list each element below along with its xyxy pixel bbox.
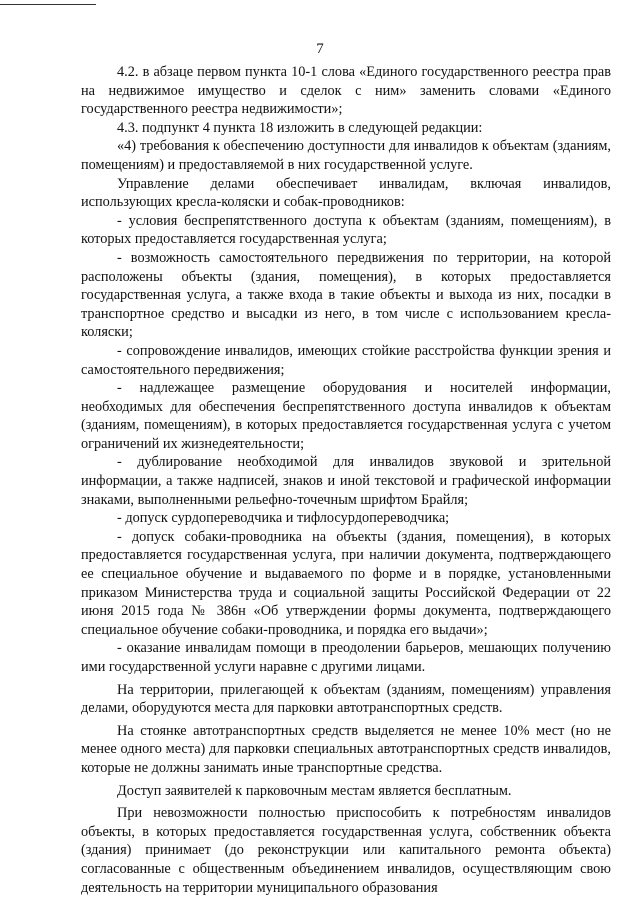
page-number: 7 xyxy=(316,41,324,57)
list-item-information-duplication: - дублирование необходимой для инвалидов звуковой и зрительной информации, а также надписей, знаков и иной текстовой и графической информации знаками, выполненными рельефно-точечным шрифтом Брайля; xyxy=(81,454,611,508)
document-body xyxy=(81,63,611,897)
list-item-equipment-placement: - надлежащее размещение оборудования и носителей информации, необходимых для обеспечения беспрепятственного доступа инвалидов к объектам (зданиям, помещениям), в которых предоставляется государственная услуга с учетом ограничений их жизнедеятельности; xyxy=(81,380,611,452)
list-item-barrier-assistance: - оказание инвалидам помощи в преодолении барьеров, мешающих получению ими государственной услуги наравне с другими лицами. xyxy=(81,640,611,675)
paragraph-amendment-4-3: 4.3. подпункт 4 пункта 18 изложить в следующей редакции: xyxy=(117,119,483,136)
paragraph-adaptation-impossible: При невозможности полностью приспособить к потребностям инвалидов объекты, в которых предоставляется государственная услуга, собственник объекта (здания) принимает (до реконструкции или капитального ремонта объекта) согласованные с общественным объединением инвалидов, осуществляющим свою деятельность на территории муниципального образования xyxy=(81,805,611,896)
paragraph-parking-allocation: На стоянке автотранспортных средств выделяется не менее 10% мест (но не менее одного места) для парковки специальных автотранспортных средств инвалидов, которые не должны занимать иные транспортные средства. xyxy=(81,722,611,776)
paragraph-parking-territory: На территории, прилегающей к объектам (зданиям, помещениям) управления делами, оборудуются места для парковки автотранспортных средств. xyxy=(81,681,611,717)
list-item-escort: - сопровождение инвалидов, имеющих стойкие расстройства функции зрения и самостоятельного передвижения; xyxy=(81,342,611,378)
paragraph-office-provides: Управление делами обеспечивает инвалидам, включая инвалидов, использующих кресла-коляски и собак-проводников: xyxy=(81,175,611,211)
list-item-guide-dog-admission: - допуск собаки-проводника на объекты (здания, помещения), в которых предоставляется государственная услуга, при наличии документа, подтверждающего ее специальное обучение и выдаваемого по форме и в порядке, установленными приказом Министерства труда и социальной защиты Российской Федерации от 22 июня 2015 года № 386н «Об утверждении формы документа, подтверждающего специальное обучение собаки-проводника, и порядка его выдачи»; xyxy=(81,528,611,638)
top-rule xyxy=(0,4,96,5)
paragraph-requirement-4: «4) требования к обеспечению доступности для инвалидов к объектам (зданиям, помещениям) и предоставляемой в них государственной услуге. xyxy=(81,138,611,173)
paragraph-free-parking: Доступ заявителей к парковочным местам является бесплатным. xyxy=(117,782,512,799)
list-item-interpreter-admission: - допуск сурдопереводчика и тифлосурдопереводчика; xyxy=(117,510,450,527)
list-item-independent-movement: - возможность самостоятельного передвижения по территории, на которой расположены объекты (здания, помещения), в которых предоставляется государственная услуга, а также входа в такие объекты и выхода из них, посадки в транспортное средство и высадки из него, в том числе с использованием кресла-коляски; xyxy=(81,249,611,341)
list-item-access-conditions: - условия беспрепятственного доступа к объектам (зданиям, помещениям), в которых предоставляется государственная услуга; xyxy=(81,212,611,248)
paragraph-amendment-4-2: 4.2. в абзаце первом пункта 10-1 слова «Единого государственного реестра прав на недвижимое имущество и сделок с ним» заменить словами «Единого государственного реестра недвижимости»; xyxy=(81,64,611,118)
